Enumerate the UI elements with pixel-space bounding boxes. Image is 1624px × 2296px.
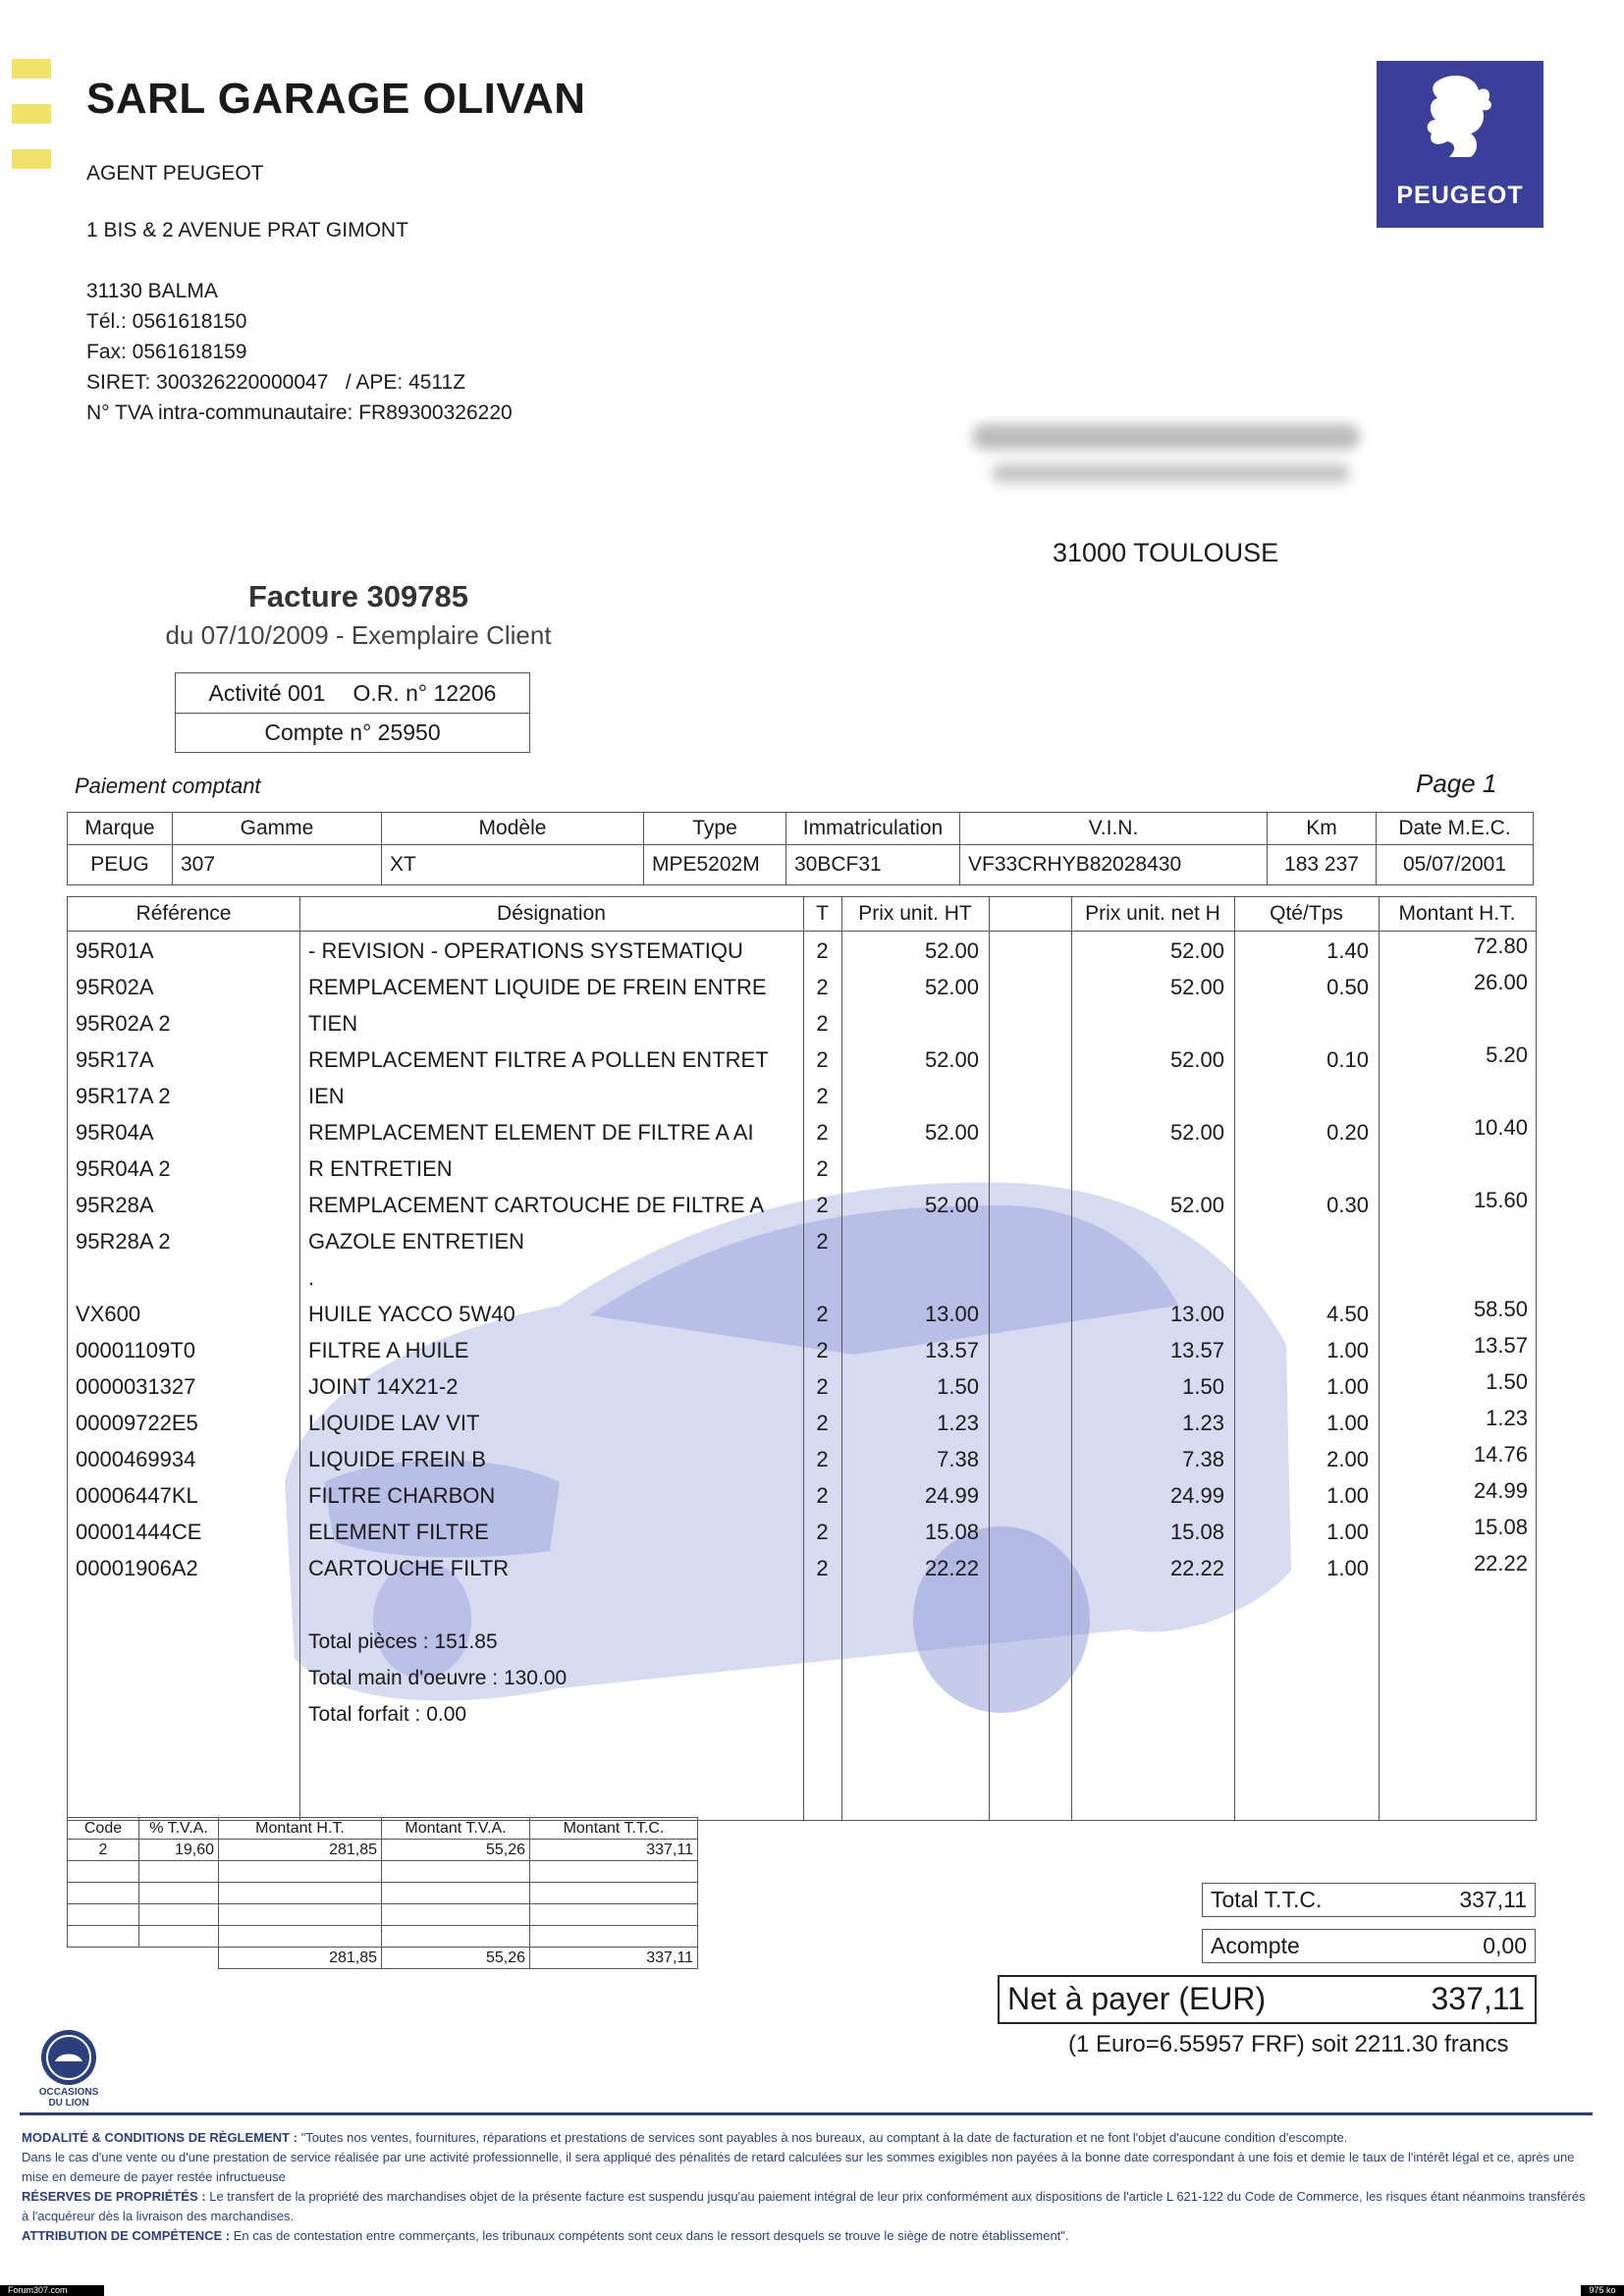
line-designation: CARTOUCHE FILTR (308, 1556, 510, 1580)
line-type: 2 (816, 1483, 829, 1508)
vat-header: Montant H.T. (219, 1818, 382, 1840)
line-type: 2 (816, 1011, 829, 1036)
activity-box (175, 672, 530, 753)
line-unit-price: 1.50 (937, 1374, 979, 1399)
line-net-price: 52.00 (1169, 938, 1224, 963)
margin-mark (12, 104, 51, 124)
line-quantity: 1.40 (1326, 938, 1369, 963)
column-header-t: T (816, 902, 829, 925)
line-designation: LIQUIDE LAV VIT (308, 1411, 480, 1435)
line-amount: 14.76 (1473, 1442, 1528, 1467)
line-reference: 00001906A2 (76, 1556, 198, 1580)
redacted-client-street (992, 463, 1350, 483)
line-type: 2 (816, 938, 829, 963)
table-row (68, 1188, 1536, 1229)
line-net-price: 7.38 (1182, 1447, 1224, 1471)
footer-divider (20, 2112, 1593, 2115)
table-row (68, 1442, 1536, 1483)
line-quantity: 0.50 (1326, 975, 1369, 999)
line-net-price: 52.00 (1169, 1047, 1224, 1072)
line-reference: VX600 (76, 1302, 141, 1326)
line-designation: TIEN (308, 1011, 358, 1036)
vat-cell (139, 1883, 219, 1904)
table-row (68, 1042, 1536, 1084)
line-type: 2 (816, 1374, 829, 1399)
vat-total-ttc: 337,11 (530, 1948, 698, 1969)
line-designation: ELEMENT FILTRE (308, 1520, 489, 1544)
table-row (68, 1297, 1536, 1338)
line-net-price: 15.08 (1169, 1520, 1224, 1544)
deposit-label: Acompte (1211, 1933, 1300, 1958)
margin-mark (12, 149, 51, 169)
line-designation: REMPLACEMENT ELEMENT DE FILTRE A AI (308, 1120, 754, 1145)
line-quantity: 1.00 (1326, 1338, 1369, 1362)
occasions-seal-icon (41, 2030, 96, 2085)
line-amount: 26.00 (1473, 970, 1528, 994)
seal-text (24, 2087, 114, 2109)
client-city: 31000 TOULOUSE (1053, 538, 1279, 567)
line-reference: 95R17A 2 (76, 1084, 171, 1108)
company-tva: N° TVA intra-communautaire: FR89300326220 (86, 401, 513, 424)
column-header-unit-price: Prix unit. HT (858, 902, 972, 925)
vehicle-header: Marque (68, 813, 173, 845)
line-unit-price: 52.00 (924, 1120, 979, 1145)
vehicle-km: 183 237 (1268, 845, 1377, 885)
terms-payment-text: "Toutes nos ventes, fournitures, réparations et prestations de services sont payables à nos bureaux, au comptant à la date de facturation et ne font l'objet d'aucune condition d'escompte. (300, 2130, 1348, 2145)
company-siret: SIRET: 300326220000047 / APE: 4511Z (86, 371, 466, 394)
total-flat-rate: Total forfait : 0.00 (308, 1703, 467, 1726)
line-reference: 00009722E5 (76, 1411, 198, 1435)
vat-cell (382, 1904, 530, 1926)
line-unit-price: 13.57 (924, 1338, 979, 1362)
account-number: Compte n° 25950 (264, 720, 441, 745)
line-type: 2 (816, 1120, 829, 1145)
vehicle-header: Km (1268, 813, 1377, 845)
line-reference: 0000469934 (76, 1447, 196, 1471)
vat-total-vat: 55,26 (382, 1948, 530, 1969)
net-to-pay-label: Net à payer (EUR) (1007, 1981, 1267, 2016)
vat-cell: 2 (68, 1840, 139, 1861)
line-type: 2 (816, 1411, 829, 1435)
line-amount: 72.80 (1473, 934, 1528, 958)
vehicle-header: Immatriculation (786, 813, 960, 845)
invoice-title: Facture 309785 (247, 579, 469, 614)
line-reference: 00001444CE (76, 1520, 202, 1544)
vat-cell: 19,60 (139, 1840, 219, 1861)
table-row (68, 1406, 1536, 1447)
line-amount: 13.57 (1473, 1333, 1528, 1358)
vehicle-first-registration: 05/07/2001 (1377, 845, 1534, 885)
line-quantity: 1.00 (1326, 1556, 1369, 1580)
line-reference: 95R04A 2 (76, 1156, 171, 1181)
table-row (68, 1084, 1536, 1120)
vat-header: Montant T.V.A. (382, 1818, 530, 1840)
vat-cell: 55,26 (382, 1840, 530, 1861)
line-type: 2 (816, 1047, 829, 1072)
line-reference: 95R02A 2 (76, 1011, 171, 1036)
vat-cell (219, 1926, 382, 1948)
total-ttc-label: Total T.T.C. (1211, 1887, 1323, 1912)
terms-heading-jurisdiction: ATTRIBUTION DE COMPÉTENCE : (22, 2228, 231, 2243)
vehicle-header: Date M.E.C. (1377, 813, 1534, 845)
table-row (68, 1229, 1536, 1265)
line-reference: 95R17A (76, 1047, 154, 1072)
line-type: 2 (816, 1447, 829, 1471)
line-designation: HUILE YACCO 5W40 (308, 1302, 515, 1326)
vat-cell (139, 1861, 219, 1883)
line-amount: 58.50 (1473, 1297, 1528, 1321)
line-reference: 00006447KL (76, 1483, 198, 1508)
table-row (68, 1515, 1536, 1556)
line-type: 2 (816, 1556, 829, 1580)
line-quantity: 1.00 (1326, 1520, 1369, 1544)
vat-cell (219, 1904, 382, 1926)
vat-cell (68, 1926, 139, 1948)
terms-heading-ownership: RÉSERVES DE PROPRIÉTÉS : (22, 2189, 206, 2204)
column-header-reference: Référence (135, 902, 232, 925)
vehicle-brand: PEUG (68, 845, 173, 885)
line-reference: 95R28A (76, 1193, 154, 1217)
table-row (68, 1011, 1536, 1047)
terms-heading-payment: MODALITÉ & CONDITIONS DE RÈGLEMENT : (22, 2130, 298, 2145)
line-amount: 1.23 (1486, 1406, 1528, 1430)
vehicle-type: MPE5202M (644, 845, 786, 885)
table-row (68, 970, 1536, 1011)
line-reference: 95R04A (76, 1120, 154, 1145)
vat-row (68, 1926, 698, 1948)
vat-row (68, 1883, 698, 1904)
column-header-designation: Désignation (497, 902, 606, 925)
vat-row (68, 1904, 698, 1926)
vat-cell (530, 1926, 698, 1948)
currency-conversion: (1 Euro=6.55957 FRF) soit 2211.30 francs (1068, 2031, 1509, 2057)
line-unit-price: 13.00 (924, 1302, 979, 1326)
net-to-pay-value: 337,11 (1431, 1981, 1525, 2016)
line-quantity: 4.50 (1326, 1302, 1369, 1326)
vat-cell (382, 1926, 530, 1948)
table-row (68, 1115, 1536, 1156)
line-unit-price: 7.38 (937, 1447, 979, 1471)
vat-cell (530, 1861, 698, 1883)
line-unit-price: 22.22 (924, 1556, 979, 1580)
line-type: 2 (816, 1302, 829, 1326)
total-ttc-box (1202, 1883, 1536, 1917)
line-unit-price: 52.00 (924, 1047, 979, 1072)
vat-cell (530, 1883, 698, 1904)
company-name: SARL GARAGE OLIVAN (86, 75, 586, 123)
line-designation: REMPLACEMENT CARTOUCHE DE FILTRE A (308, 1193, 765, 1217)
source-stamp: Forum307.com (0, 2285, 104, 2296)
vehicle-registration: 30BCF31 (786, 845, 960, 885)
line-designation: REMPLACEMENT LIQUIDE DE FREIN ENTRE (308, 975, 767, 999)
line-designation: IEN (308, 1084, 345, 1108)
line-amount: 5.20 (1486, 1042, 1528, 1067)
line-designation: LIQUIDE FREIN B (308, 1447, 486, 1471)
table-row (68, 934, 1536, 975)
line-type: 2 (816, 1156, 829, 1181)
line-designation: REMPLACEMENT FILTRE A POLLEN ENTRET (308, 1047, 769, 1072)
vat-cell (219, 1861, 382, 1883)
vat-cell (68, 1861, 139, 1883)
line-designation: - REVISION - OPERATIONS SYSTEMATIQU (308, 938, 743, 963)
line-net-price: 52.00 (1169, 1120, 1224, 1145)
seal-line-1: OCCASIONS (38, 2087, 99, 2098)
line-unit-price: 1.23 (937, 1411, 979, 1435)
table-row (68, 1156, 1536, 1193)
page-number: Page 1 (1416, 769, 1497, 798)
line-net-price: 52.00 (1169, 1193, 1224, 1217)
line-type: 2 (816, 1338, 829, 1362)
vat-cell (139, 1926, 219, 1948)
line-amount: 24.99 (1473, 1478, 1528, 1503)
activity-number: Activité 001 (208, 679, 326, 706)
line-quantity: 1.00 (1326, 1374, 1369, 1399)
vehicle-header: V.I.N. (960, 813, 1268, 845)
vat-header: Montant T.T.C. (530, 1818, 698, 1840)
line-quantity: 2.00 (1326, 1447, 1369, 1471)
vat-cell (68, 1883, 139, 1904)
line-reference: 00001109T0 (76, 1338, 195, 1362)
line-amount: 15.08 (1473, 1515, 1528, 1539)
line-quantity: 0.10 (1326, 1047, 1369, 1072)
line-net-price: 13.00 (1169, 1302, 1224, 1326)
repair-order-number: O.R. n° 12206 (352, 679, 497, 706)
line-designation: . (308, 1265, 315, 1290)
file-size-stamp: 975 ko (1581, 2285, 1624, 2296)
vat-cell (382, 1861, 530, 1883)
peugeot-logo (1377, 61, 1543, 228)
line-reference: 95R01A (76, 938, 154, 963)
vat-cell (382, 1883, 530, 1904)
line-reference: 95R02A (76, 975, 154, 999)
vat-cell: 281,85 (219, 1840, 382, 1861)
line-type: 2 (816, 1520, 829, 1544)
vat-header: % T.V.A. (139, 1818, 219, 1840)
deposit-box (1202, 1929, 1536, 1963)
deposit-value: 0,00 (1483, 1933, 1527, 1958)
line-unit-price: 52.00 (924, 1193, 979, 1217)
table-row (68, 1369, 1536, 1411)
line-amount: 10.40 (1473, 1115, 1528, 1140)
total-parts: Total pièces : 151.85 (308, 1630, 498, 1653)
table-row (68, 1265, 1536, 1302)
line-amount: 15.60 (1473, 1188, 1528, 1212)
payment-terms: Paiement comptant (75, 774, 261, 798)
column-header-quantity: Qté/Tps (1270, 902, 1343, 925)
vehicle-range: 307 (173, 845, 382, 885)
total-labour: Total main d'oeuvre : 130.00 (308, 1667, 568, 1689)
line-net-price: 1.50 (1182, 1374, 1224, 1399)
line-designation: FILTRE CHARBON (308, 1483, 496, 1508)
logo-text: PEUGEOT (1396, 182, 1524, 209)
line-quantity: 1.00 (1326, 1411, 1369, 1435)
total-ttc-value: 337,11 (1459, 1887, 1527, 1912)
line-reference: 0000031327 (76, 1374, 196, 1399)
vat-cell (219, 1883, 382, 1904)
line-reference: 95R28A 2 (76, 1229, 171, 1254)
vat-cell (530, 1904, 698, 1926)
line-designation: R ENTRETIEN (308, 1156, 453, 1181)
vat-cell (68, 1904, 139, 1926)
line-amount: 22.22 (1473, 1551, 1528, 1575)
table-row (68, 1478, 1536, 1520)
vat-row (68, 1861, 698, 1883)
line-unit-price: 52.00 (924, 975, 979, 999)
line-quantity: 0.20 (1326, 1120, 1369, 1145)
table-row (68, 1333, 1536, 1374)
table-row (68, 1551, 1536, 1592)
line-unit-price: 15.08 (924, 1520, 979, 1544)
line-net-price: 22.22 (1169, 1556, 1224, 1580)
line-amount: 1.50 (1486, 1369, 1528, 1394)
column-header-net-price: Prix unit. net H (1085, 902, 1220, 925)
line-type: 2 (816, 1229, 829, 1254)
invoice-date: du 07/10/2009 - Exemplaire Client (165, 620, 552, 650)
column-header-amount: Montant H.T. (1398, 902, 1516, 925)
line-designation: JOINT 14X21-2 (308, 1374, 459, 1399)
vehicle-vin: VF33CRHYB82028430 (960, 845, 1268, 885)
margin-mark (12, 59, 51, 79)
company-tel: Tél.: 0561618150 (86, 310, 247, 333)
vehicle-header: Type (644, 813, 786, 845)
vat-table (67, 1817, 698, 1969)
net-to-pay-box (998, 1975, 1537, 2024)
redacted-client-name (972, 424, 1360, 450)
line-designation: GAZOLE ENTRETIEN (308, 1229, 525, 1254)
seal-line-2: DU LION (48, 2098, 89, 2109)
vat-header: Code (68, 1818, 139, 1840)
line-quantity: 1.00 (1326, 1483, 1369, 1508)
vehicle-table (67, 812, 1534, 885)
line-quantity: 0.30 (1326, 1193, 1369, 1217)
line-designation: FILTRE A HUILE (308, 1338, 469, 1362)
vehicle-header: Modèle (382, 813, 644, 845)
company-city: 31130 BALMA (86, 280, 218, 302)
terms-penalty-text: Dans le cas d'une vente ou d'une prestation de service réalisée par une activité professionnelle, il sera appliqué des pénalités de retard calculées sur les sommes exigibles non payées à la bonne date correspondant à une fois et demie le taux de l'intérêt légal et ce, après une mise en demeure de payer restée infructueuse (22, 2150, 1575, 2184)
vehicle-header: Gamme (173, 813, 382, 845)
lion-icon (1377, 61, 1543, 179)
vat-cell (139, 1904, 219, 1926)
line-type: 2 (816, 975, 829, 999)
terms-jurisdiction-text: En cas de contestation entre commerçants, les tribunaux compétents sont ceux dans le ressort desquels se trouve le siège de notre établissement". (233, 2228, 1069, 2243)
company-address: 1 BIS & 2 AVENUE PRAT GIMONT (86, 219, 408, 241)
line-net-price: 13.57 (1169, 1338, 1224, 1362)
line-net-price: 52.00 (1169, 975, 1224, 999)
vat-cell: 337,11 (530, 1840, 698, 1861)
vat-row (68, 1840, 698, 1861)
line-type: 2 (816, 1084, 829, 1108)
line-net-price: 1.23 (1182, 1411, 1224, 1435)
company-fax: Fax: 0561618159 (86, 341, 247, 363)
line-type: 2 (816, 1193, 829, 1217)
terms-footer (22, 2128, 1593, 2246)
line-unit-price: 52.00 (924, 938, 979, 963)
line-unit-price: 24.99 (924, 1483, 979, 1508)
vehicle-model: XT (382, 845, 644, 885)
vat-total-ht: 281,85 (219, 1948, 382, 1969)
terms-ownership-text: Le transfert de la propriété des marchandises objet de la présente facture est suspendu jusqu'au paiement intégral de leur prix conformément aux dispositions de l'article L 621-122 du Code de Commerce, les risques étant néanmoins transférés à l'acquéreur dès la livraison des marchandises. (22, 2189, 1586, 2223)
invoice-lines-table (67, 896, 1537, 1821)
company-agent: AGENT PEUGEOT (86, 162, 264, 185)
line-net-price: 24.99 (1169, 1483, 1224, 1508)
